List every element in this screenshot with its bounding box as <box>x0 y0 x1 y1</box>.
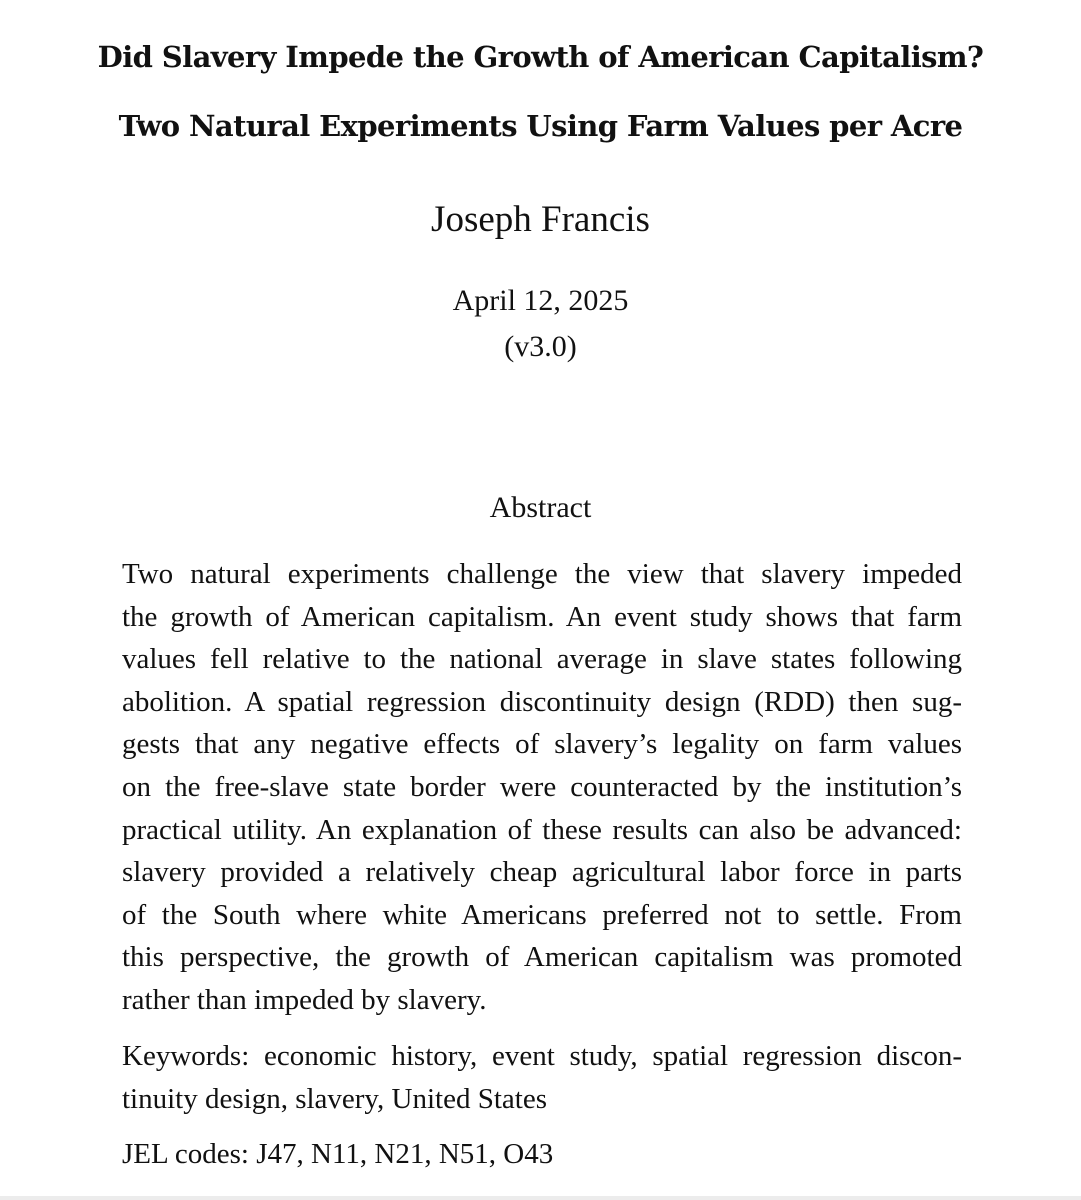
abstract-heading: Abstract <box>489 491 592 524</box>
abstract-line: on the free-slave state border were counteracted by the institution’s <box>122 770 962 803</box>
abstract-line: this perspective, the growth of American capitalism was promoted <box>122 941 962 974</box>
keywords <box>122 1035 962 1120</box>
jel-codes-line: JEL codes: J47, N11, N21, N51, O43 <box>122 1138 554 1170</box>
version-label: (v3.0) <box>504 330 577 363</box>
abstract-body <box>122 553 962 1022</box>
paper-title-line-1: Did Slavery Impede the Growth of American Capitalism? <box>97 40 984 74</box>
paper-title-line-2: Two Natural Experiments Using Farm Values per Acre <box>118 109 963 143</box>
abstract-line: practical utility. An explanation of these results can also be advanced: <box>122 813 962 846</box>
publication-date: April 12, 2025 <box>452 284 629 317</box>
abstract-line: of the South where white Americans preferred not to settle. From <box>122 898 962 931</box>
abstract-line: Two natural experiments challenge the view that slavery impeded <box>122 558 962 590</box>
abstract-line: gests that any negative effects of slavery’s legality on farm values <box>122 728 962 761</box>
abstract-line: slavery provided a relatively cheap agricultural labor force in parts <box>122 856 962 889</box>
keywords-line: Keywords: economic history, event study, spatial regression discon- <box>122 1040 962 1072</box>
jel-codes <box>122 1133 962 1176</box>
author-name: Joseph Francis <box>431 199 650 240</box>
abstract-line: abolition. A spatial regression discontinuity design (RDD) then sug- <box>122 685 962 718</box>
abstract-line: values fell relative to the national average in slave states following <box>122 643 962 676</box>
abstract-line: the growth of American capitalism. An event study shows that farm <box>122 600 962 633</box>
page-bottom-edge <box>0 1196 1081 1200</box>
keywords-line: tinuity design, slavery, United States <box>122 1082 548 1115</box>
abstract-line: rather than impeded by slavery. <box>122 983 487 1016</box>
